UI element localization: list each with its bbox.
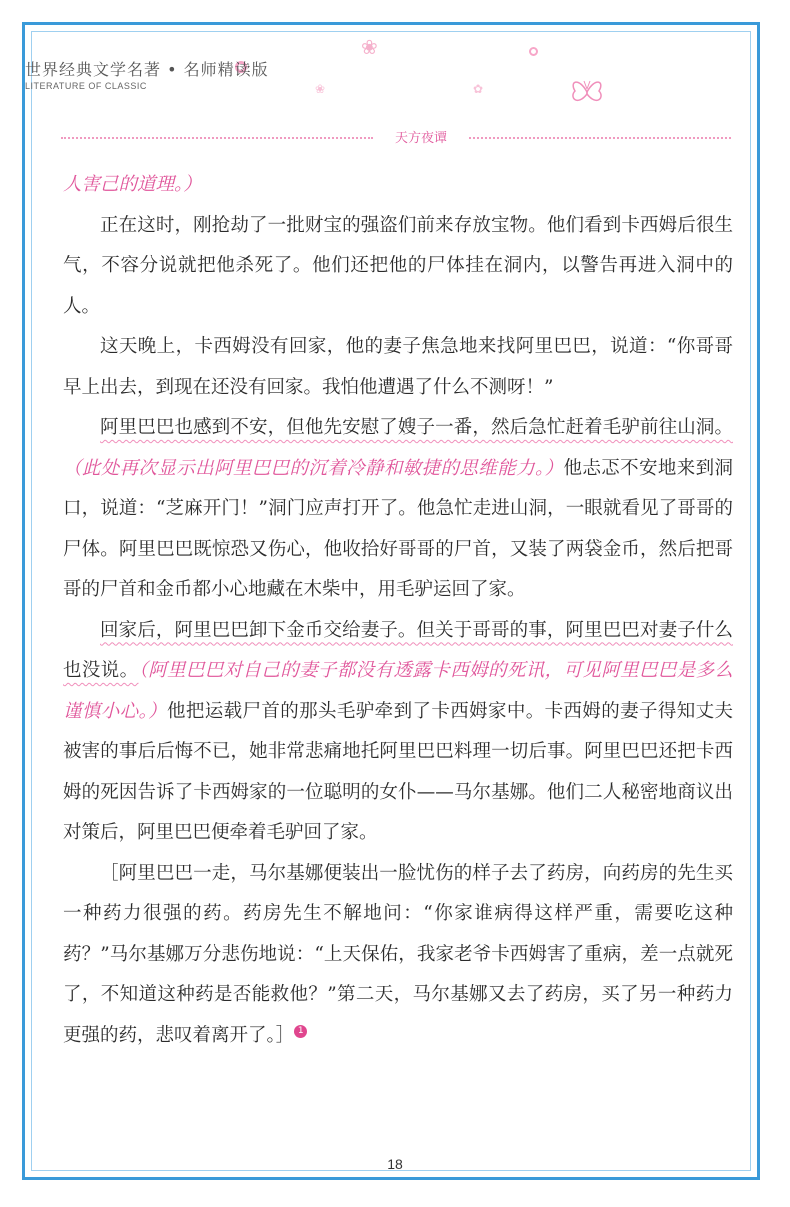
flower-decoration-icon: ✿ (473, 82, 484, 96)
annotation-note: （阿里巴巴对自己的妻子都没有透露卡西姆的死讯，可见阿里巴巴是多么谨慎小心。） (63, 660, 733, 722)
paragraph-text: 他把运载尸首的那头毛驴牵到了卡西姆家中。卡西姆的妻子得知丈夫被害的事后后悔不已，她非常悲痛地托阿里巴巴料理一切后事。阿里巴巴还把卡西姆的死因告诉了卡西姆家的一位聪明的女仆——马尔基娜。他们二人秘密地商议出对策后，阿里巴巴便牵着毛驴回了家。 (63, 700, 733, 843)
paragraph: 这天晚上，卡西姆没有回家，他的妻子焦急地来找阿里巴巴，说道：“你哥哥早上出去，到现在还没有回家。我怕他遭遇了什么不测呀！” (63, 336, 733, 398)
annotation-note: 人害己的道理。） (63, 174, 202, 195)
series-title: 世界经典文学名著 • 名师精读版 (25, 60, 269, 79)
header-divider-left (61, 137, 373, 139)
page-number: 18 (387, 1156, 403, 1172)
annotation-note: （此处再次显示出阿里巴巴的沉着冷静和敏捷的思维能力。） (63, 457, 564, 479)
flower-decoration-icon: ❀ (361, 35, 378, 59)
paragraph (63, 408, 733, 611)
ring-decoration-icon (529, 47, 538, 56)
paragraph: 正在这时，刚抢劫了一批财宝的强盗们前来存放宝物。他们看到卡西姆后很生气，不容分说就把他杀死了。他们还把他的尸体挂在洞内，以警告再进入洞中的人。 (63, 214, 733, 317)
body-text (63, 165, 733, 1056)
series-subtitle: LITERATURE OF CLASSIC (25, 81, 147, 91)
paragraph (63, 611, 733, 854)
footnote-marker[interactable]: 1 (294, 1025, 307, 1038)
paragraph-text: ［阿里巴巴一走，马尔基娜便装出一脸忧伤的样子去了药房，向药房的先生买一种药力很强的药。药房先生不解地问：“你家谁病得这样严重，需要吃这种药？”马尔基娜万分悲伤地说：“上天保佑，我家老爷卡西姆害了重病，差一点就死了，不知道这种药是否能救他？”第二天，马尔基娜又去了药房，买了另一种药力更强的药，悲叹着离开了。］ (63, 862, 733, 1046)
paragraph (63, 165, 733, 206)
book-title: 天方夜谭 (394, 131, 447, 146)
underlined-passage: 回家后，阿里巴巴卸下金币交给妻子。但关于哥哥的事，阿里巴巴对妻子什么也没说。 (63, 619, 733, 681)
flower-decoration-icon: ❀ (315, 82, 326, 96)
header-divider-right (469, 137, 731, 139)
paragraph-text: 他忐忑不安地来到洞口，说道：“芝麻开门！”洞门应声打开了。他急忙走进山洞，一眼就看见了哥哥的尸体。阿里巴巴既惊恐又伤心，他收拾好哥哥的尸首，又装了两袋金币，然后把哥哥的尸首和金币都小心地藏在木柴中，用毛驴运回了家。 (63, 457, 733, 600)
underlined-passage: 阿里巴巴也感到不安，但他先安慰了嫂子一番，然后急忙赶着毛驴前往山洞。 (100, 417, 733, 438)
paragraph (63, 854, 733, 1057)
